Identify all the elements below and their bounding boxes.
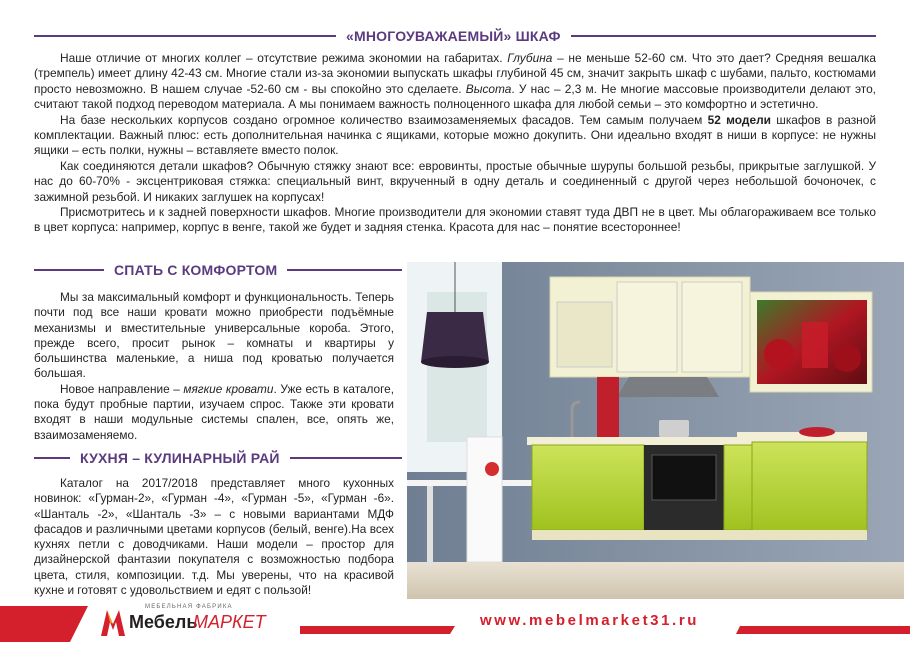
paragraph: На базе нескольких корпусов создано огромное количество взаимозаменяемых фасадов. Тем самым получаем 52 модели шкафов в разной комплектации. Важный плюс: есть дополнительная начинка с ящиками, которые можно докупить. Они идеально входят в ниши в корпусе: не нужны ящики – есть полки, нужны – вставляете вместо полок. xyxy=(34,112,876,158)
logo-brand-accent: МАРКЕТ xyxy=(193,612,266,632)
paragraph: Как соединяются детали шкафов? Обычную стяжку знают все: евровинты, простые обычные шурупы большой резьбы, прикрытые заглушкой. У нас до 60-70% - эксцентриковая стяжка: специальный винт, вкрученный в одну деталь и соединенный с другой через небольшой бочоночек, с зажимной резьбой. И никаких заглушек на корпусах! xyxy=(34,158,876,204)
paragraph: Присмотритесь и к задней поверхности шкафов. Многие производители для экономии ставят туда ДВП не в цвет. Мы облагораживаем все только в цвет корпуса: например, корпус в венге, такой же будет и задняя стенка. Красота для нас – понятие всестороннее! xyxy=(34,205,876,235)
header-line-right xyxy=(290,457,402,459)
paragraph: Каталог на 2017/2018 представляет много кухонных новинок: «Гурман-2», «Гурман -4», «Гурман -5», «Гурман -6». «Шанталь -2», «Шанталь -3» – с новыми вариантами МДФ фасадов и различными цветами корпусов (белый, венге).На всех кухнях петли с доводчиками. Наши модели – простор для дизайнерской фантазии покупателя с возможностью подбора цвета, стиля, композиции. т.д. Мы уверены, что на красивой кухне и готовят с удовольствием и едят с пользой! xyxy=(34,476,394,598)
logo-brand: Мебель xyxy=(129,612,198,632)
header-line-left xyxy=(34,35,336,37)
section-title-sleep: СПАТЬ С КОМФОРТОМ xyxy=(114,262,278,278)
header-line-right xyxy=(287,269,402,271)
brand-logo xyxy=(101,604,266,638)
website-url[interactable]: www.mebelmarket31.ru xyxy=(480,612,700,629)
section-body-kitchen xyxy=(34,476,394,598)
section-body-wardrobe xyxy=(34,51,876,236)
section-header-sleep xyxy=(34,262,402,278)
section-body-sleep xyxy=(34,290,394,443)
section-header-kitchen xyxy=(34,450,402,466)
header-line-right xyxy=(571,35,876,37)
header-line-left xyxy=(34,269,104,271)
paragraph: Наше отличие от многих коллег – отсутствие режима экономии на габаритах. Глубина – не меньше 52-60 см. Что это дает? Средняя вешалка (тремпель) имеет длину 42-43 см. Многие стали из-за экономии выпускать шкафы глубиной 45 см, значит закрыть шкаф с шубами, пальто, костюмами просто невозможно. В нашем случае -52-60 см - вы спокойно это сделаете. Высота. У нас – 2,3 м. Не многие массовые производители делают это, считают такой подход переводом материала. А мы понимаем важность полноценного шкафа для любой семьи – это комфортно и эстетично. xyxy=(34,51,876,112)
paragraph: Новое направление – мягкие кровати. Уже есть в каталоге, пока будут пробные партии, изучаем спрос. Также эти кровати входят в наши модульные системы спален, все, опять же, взаимозаменяемо. xyxy=(34,381,394,442)
logo-subtitle: МЕБЕЛЬНАЯ ФАБРИКА xyxy=(145,604,233,610)
section-title-wardrobe: «МНОГОУВАЖАЕМЫЙ» ШКАФ xyxy=(346,28,561,44)
logo-mark-icon xyxy=(101,610,125,636)
header-line-left xyxy=(34,457,70,459)
section-header-wardrobe xyxy=(34,28,876,44)
kitchen-photo xyxy=(407,262,904,599)
section-title-kitchen: КУХНЯ – КУЛИНАРНЫЙ РАЙ xyxy=(80,450,280,466)
paragraph: Мы за максимальный комфорт и функциональность. Теперь почти под все наши кровати можно приобрести подъёмные механизмы и вместительные универсальные короба. Этого, прежде всего, просит рынок – комнаты и квартиры у большинства маленькие, а ниша под кроватью получается большая. xyxy=(34,290,394,381)
